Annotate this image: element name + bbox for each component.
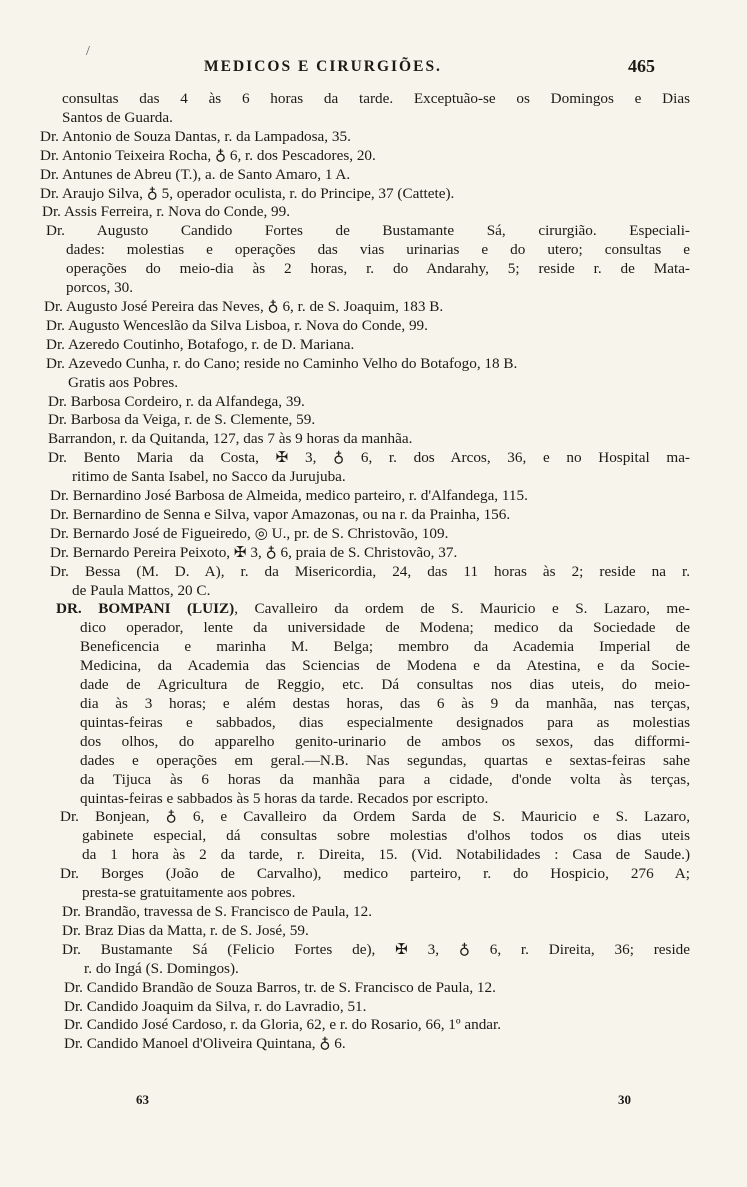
text-line: Dr. Antunes de Abreu (T.), a. de Santo Amaro, 1 A. — [40, 165, 351, 183]
entries-text — [40, 90, 690, 1054]
text-line: Santos de Guarda. — [62, 108, 173, 126]
text-line: dade de Agricultura de Reggio, etc. Dá consultas nos dias uteis, do meio- — [80, 676, 690, 694]
text-line: dia às 3 horas; e além destas horas, das 6 às 9 da manhãa, nas terças, — [80, 695, 690, 712]
text-line: Dr. Araujo Silva, ♁ 5, operador oculista, r. do Principe, 37 (Cattete). — [40, 184, 455, 202]
text-line: Dr. Barbosa Cordeiro, r. da Alfandega, 39. — [48, 392, 305, 410]
text-line: Medicina, da Academia das Sciencias de Modena e da Atestina, e da Socie- — [80, 657, 690, 675]
text-line: Dr. Bernardo José de Figueiredo, ◎ U., pr. de S. Christovão, 109. — [50, 524, 449, 542]
page-tick-mark: / — [86, 44, 90, 59]
text-line: gabinete especial, dá consultas sobre molestias d'olhos todos os dias uteis — [82, 827, 690, 845]
text-line: DR. BOMPANI (LUIZ), Cavalleiro da ordem de S. Mauricio e S. Lazaro, me- — [56, 600, 690, 618]
text-line: Dr. Brandão, travessa de S. Francisco de Paula, 12. — [62, 902, 373, 920]
page-title: MEDICOS E CIRURGIÕES. — [204, 58, 442, 75]
text-line: Beneficencia e marinha M. Belga; membro da Academia Imperial de — [80, 638, 690, 656]
text-line: Dr. Augusto Candido Fortes de Bustamante Sá, cirurgião. Especiali- — [46, 222, 690, 240]
text-line: Dr. Azeredo Coutinho, Botafogo, r. de D. Mariana. — [46, 335, 355, 353]
text-line: Dr. Bernardo Pereira Peixoto, ✠ 3, ♁ 6, praia de S. Christovão, 37. — [50, 543, 458, 561]
text-line: quintas-feiras e sabbados às 5 horas da tarde. Recados por escripto. — [80, 789, 489, 807]
text-line: Dr. Borges (João de Carvalho), medico parteiro, r. do Hospicio, 276 A; — [60, 865, 690, 883]
text-line: de Paula Mattos, 20 C. — [72, 581, 211, 599]
text-line: ritimo de Santa Isabel, no Sacco da Jurujuba. — [72, 468, 346, 486]
signature-right: 30 — [618, 1092, 631, 1107]
text-line: Dr. Antonio Teixeira Rocha, ♁ 6, r. dos Pescadores, 20. — [40, 146, 376, 164]
text-line: r. do Ingá (S. Domingos). — [84, 959, 239, 977]
text-line: quintas-feiras e sabbados, dias especialmente designados para as molestias — [80, 713, 690, 731]
text-line: Dr. Braz Dias da Matta, r. de S. José, 59. — [62, 921, 309, 939]
text-line: dico operador, lente da universidade de Modena; medico da Sociedade de — [80, 619, 690, 637]
text-line: Dr. Antonio de Souza Dantas, r. da Lampadosa, 35. — [40, 127, 351, 145]
signature-left: 63 — [136, 1092, 149, 1107]
text-line: Dr. Azevedo Cunha, r. do Cano; reside no Caminho Velho do Botafogo, 18 B. — [46, 354, 518, 372]
text-line: dos olhos, do apparelho genito-urinario de ambos os sexos, das difformi- — [80, 732, 690, 750]
text-line: Dr. Bento Maria da Costa, ✠ 3, ♁ 6, r. dos Arcos, 36, e no Hospital ma- — [48, 449, 690, 467]
entry-name-bold: DR. BOMPANI (LUIZ) — [56, 600, 235, 618]
text-line: da Tijuca às 6 horas da manhãa para a cidade, d'onde volta às terças, — [80, 770, 690, 788]
text-line: da 1 hora às 2 da tarde, r. Direita, 15. (Vid. Notabilidades : Casa de Saude.) — [82, 846, 690, 864]
text-line: Dr. Assis Ferreira, r. Nova do Conde, 99. — [42, 203, 291, 221]
text-line: dades: molestias e operações das vias urinarias e do utero; consultas e — [66, 241, 690, 259]
text-line: Dr. Bernardino José Barbosa de Almeida, medico parteiro, r. d'Alfandega, 115. — [50, 487, 528, 505]
text-line: Dr. Candido Manoel d'Oliveira Quintana, ♁ 6. — [64, 1035, 346, 1053]
text-line: dades e operações em geral.—N.B. Nas segundas, quartas e sextas-feiras sahe — [80, 751, 690, 769]
text-line: Dr. Augusto José Pereira das Neves, ♁ 6, r. de S. Joaquim, 183 B. — [44, 297, 444, 315]
text-line: Dr. Candido Brandão de Souza Barros, tr. de S. Francisco de Paula, 12. — [64, 978, 496, 996]
text-line: Dr. Augusto Wenceslão da Silva Lisboa, r. Nova do Conde, 99. — [46, 316, 428, 334]
text-line: Dr. Bernardino de Senna e Silva, vapor Amazonas, ou na r. da Prainha, 156. — [50, 505, 511, 523]
text-line: presta-se gratuitamente aos pobres. — [82, 884, 296, 902]
text-line: Dr. Bessa (M. D. A), r. da Misericordia, 24, das 11 horas às 2; reside na r. — [50, 562, 690, 580]
page-number: 465 — [628, 56, 655, 76]
text-line: Dr. Barbosa da Veiga, r. de S. Clemente, 59. — [48, 411, 316, 429]
text-line: Dr. Candido José Cardoso, r. da Gloria, 62, e r. do Rosario, 66, 1º andar. — [64, 1016, 502, 1034]
text-line: Gratis aos Pobres. — [68, 373, 179, 391]
text-line: Dr. Bonjean, ♁ 6, e Cavalleiro da Ordem Sarda de S. Mauricio e S. Lazaro, — [60, 808, 690, 826]
text-line: Dr. Bustamante Sá (Felicio Fortes de), ✠ 3, ♁ 6, r. Direita, 36; reside — [62, 940, 690, 958]
text-line: Dr. Candido Joaquim da Silva, r. do Lavradio, 51. — [64, 997, 367, 1015]
text-line: consultas das 4 às 6 horas da tarde. Exceptuão-se os Domingos e Dias — [62, 90, 690, 107]
text-line: Barrandon, r. da Quitanda, 127, das 7 às 9 horas da manhãa. — [48, 430, 413, 448]
text-line: porcos, 30. — [66, 279, 134, 297]
text-line: operações do meio-dia às 2 horas, r. do Andarahy, 5; reside r. de Mata- — [66, 260, 690, 278]
